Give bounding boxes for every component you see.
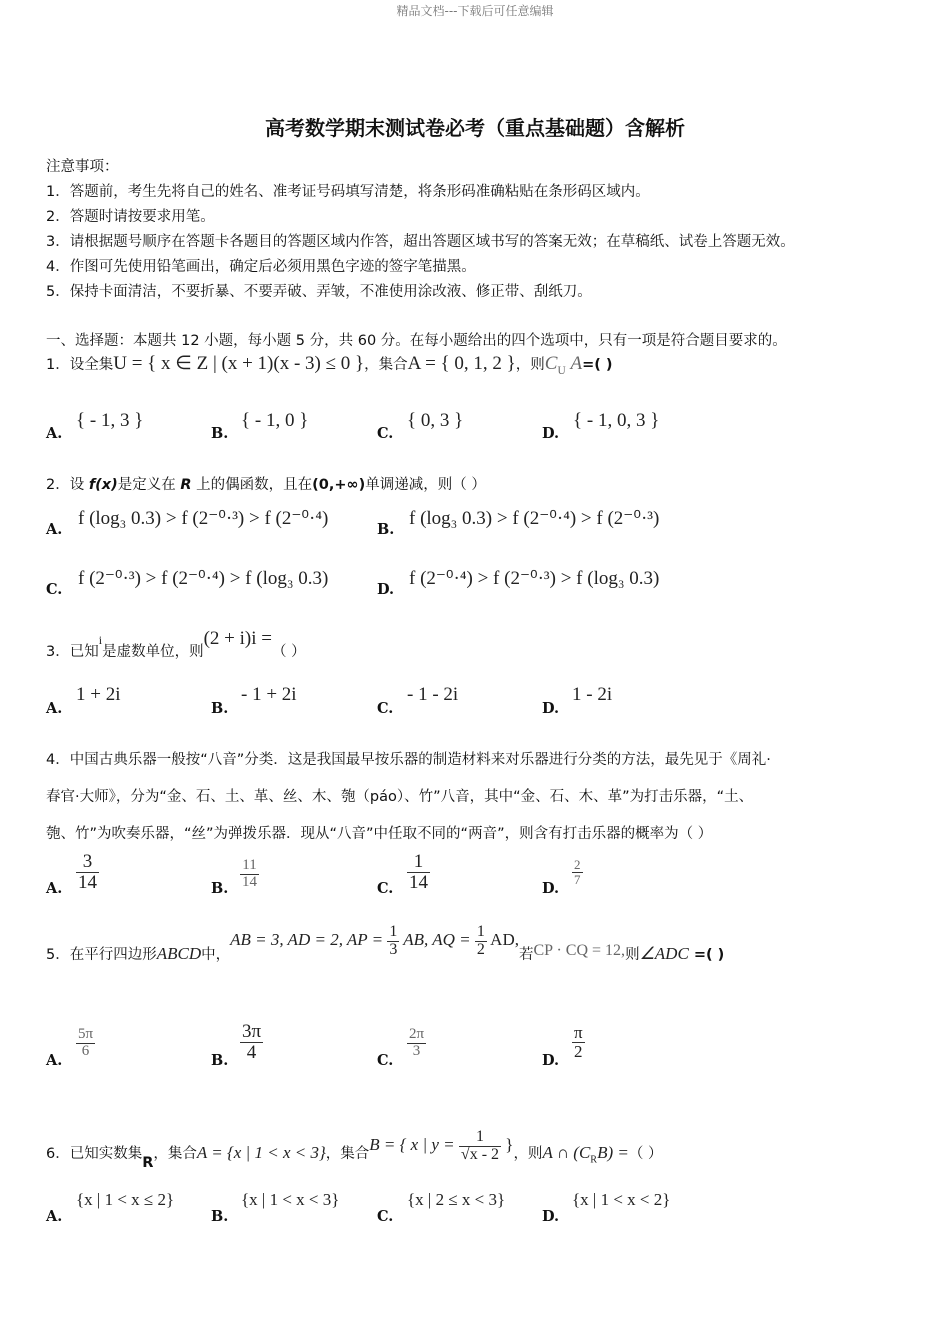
q3-end: （ ） <box>271 644 306 660</box>
q3-option-b: - 1 + 2i <box>241 684 297 705</box>
q5-a-num: 5π <box>78 1026 94 1042</box>
q5-angle: ∠ADC <box>639 944 689 964</box>
question-6 <box>46 1128 663 1172</box>
q6-b1: B = { x | y = <box>369 1135 459 1155</box>
q5-if: 若 <box>519 947 534 964</box>
q5-cond: CP · CQ = 12, <box>533 942 626 960</box>
q5-d-den: 2 <box>572 1042 585 1061</box>
question-2 <box>46 473 486 494</box>
q5-f2-num: 1 <box>476 923 485 940</box>
question-5 <box>46 923 725 973</box>
q4-option-d <box>572 858 583 886</box>
q6-expr-sub: R <box>590 1154 598 1166</box>
q2-interval: (0,+∞) <box>312 477 366 493</box>
question-4-line: 4．中国古典乐器一般按“八音”分类．这是我国最早按乐器的制造材料来对乐器进行分类的方法，最先见于《周礼· <box>46 752 771 768</box>
notice-item: 1．答题前，考生先将自己的姓名、准考证号码填写清楚，将条形码准确粘贴在条形码区域内。 <box>46 184 650 200</box>
q4-option-d-label: D. <box>542 880 560 897</box>
q5-shape: ABCD <box>156 944 202 964</box>
q1-option-b: { - 1, 0 } <box>241 410 309 431</box>
section-heading: 一、选择题：本题共 12 小题，每小题 5 分，共 60 分。在每小题给出的四个选项中，只有一项是符合题目要求的。 <box>46 333 787 349</box>
q5-given3: AD, <box>486 930 519 950</box>
q1-option-a: { - 1, 3 } <box>76 410 144 431</box>
question-3 <box>46 628 306 662</box>
q3-prefix: 3．已知 <box>46 644 99 660</box>
q2-text-b: 是定义在 <box>117 477 181 493</box>
notice-item: 2．答题时请按要求用笔。 <box>46 209 215 225</box>
q1-option-a-label: A. <box>46 425 63 442</box>
q6-option-a: {x | 1 < x ≤ 2} <box>76 1190 175 1209</box>
q2-option-b: f (log₃ 0.3) > f (2⁻⁰·⁴) > f (2⁻⁰·³) <box>409 508 660 529</box>
q2-text-d: 单调递减，则（ ） <box>365 477 486 493</box>
q3-option-c-label: C. <box>377 700 394 717</box>
q5-option-c-label: C. <box>377 1052 394 1069</box>
q4-d-num: 2 <box>574 857 581 872</box>
q2-option-a-label: A. <box>46 521 63 538</box>
q5-f1-num: 1 <box>389 923 398 940</box>
q5-option-d <box>572 1024 585 1061</box>
q4-option-a-label: A. <box>46 880 63 897</box>
q2-r: R <box>180 477 192 493</box>
q6-mid2: ，集合 <box>325 1146 370 1163</box>
q1-option-c-label: C. <box>377 425 394 442</box>
q2-fx: f(x) <box>88 477 118 493</box>
q5-option-d-label: D. <box>542 1052 560 1069</box>
q1-option-c: { 0, 3 } <box>407 410 464 431</box>
notice-item: 4．作图可先使用铅笔画出，确定后必须用黑色字迹的签字笔描黑。 <box>46 259 476 275</box>
q4-c-num: 1 <box>413 851 424 872</box>
q4-option-b-label: B. <box>211 880 229 897</box>
q6-b-num: 1 <box>475 1128 484 1145</box>
q1-set-u: U = { x ∈ Z | (x + 1)(x - 3) ≤ 0 } <box>113 353 365 374</box>
q4-option-c-label: C. <box>377 880 394 897</box>
q2-text-c: 上的偶函数，且在 <box>191 477 313 493</box>
q3-i: i <box>98 633 103 647</box>
q5-f2-den: 2 <box>476 940 485 958</box>
q1-prefix: 1．设全集 <box>46 357 114 373</box>
q1-option-d: { - 1, 0, 3 } <box>573 410 660 431</box>
q6-a: A = {x | 1 < x < 3} <box>196 1143 326 1163</box>
q2-option-d-label: D. <box>377 581 395 598</box>
q5-option-b-label: B. <box>211 1052 229 1069</box>
q6-then: ，则 <box>513 1146 543 1163</box>
q6-expr: A ∩ (C <box>542 1143 591 1163</box>
q6-option-a-label: A. <box>46 1208 63 1225</box>
q4-option-a <box>76 852 99 893</box>
q1-c-var: A <box>570 353 583 374</box>
q2-option-c-label: C. <box>46 581 63 598</box>
q2-option-b-label: B. <box>377 521 395 538</box>
q6-option-d-label: D. <box>542 1208 560 1225</box>
q6-prefix: 6．已知实数集 <box>46 1146 143 1163</box>
q4-b-num: 11 <box>242 857 257 873</box>
q5-f1-den: 3 <box>389 940 398 958</box>
q5-given2: AB, AQ = <box>399 930 475 950</box>
q3-option-a-label: A. <box>46 700 63 717</box>
q4-option-c <box>407 852 430 893</box>
q2-option-d: f (2⁻⁰·⁴) > f (2⁻⁰·³) > f (log₃ 0.3) <box>409 568 660 589</box>
notice-item: 3．请根据题号顺序在答题卡各题目的答题区域内作答，超出答题区域书写的答案无效；在草稿纸、试卷上答题无效。 <box>46 234 795 250</box>
notice-heading: 注意事项： <box>46 159 119 175</box>
q4-d-den: 7 <box>574 871 581 887</box>
q5-option-a <box>76 1027 95 1060</box>
q6-option-b: {x | 1 < x < 3} <box>241 1190 340 1209</box>
q5-option-b <box>240 1022 263 1063</box>
q1-set-a: A = { 0, 1, 2 } <box>407 353 516 374</box>
q1-then: ，则 <box>515 357 545 373</box>
q5-c-num: 2π <box>409 1026 425 1042</box>
q1-complement <box>544 353 583 377</box>
q2-text-a: 2．设 <box>46 477 89 493</box>
q5-option-a-label: A. <box>46 1052 63 1069</box>
q5-b-num: 3π <box>242 1021 262 1042</box>
notice-item: 5．保持卡面清洁，不要折暴、不要弄破、弄皱，不准使用涂改液、修正带、刮纸刀。 <box>46 284 592 300</box>
question-4-line: 春官·大师》，分为“金、石、土、革、丝、木、匏（páo）、竹”八音，其中“金、石、木、革”为打击乐器，“土、 <box>46 789 754 805</box>
q5-b-den: 4 <box>240 1042 263 1063</box>
q1-option-b-label: B. <box>211 425 229 442</box>
q5-d-num: π <box>574 1023 583 1042</box>
q3-option-d: 1 - 2i <box>572 684 613 705</box>
q4-c-den: 14 <box>409 871 428 893</box>
q1-c: C <box>544 353 558 374</box>
q2-option-c: f (2⁻⁰·³) > f (2⁻⁰·⁴) > f (log₃ 0.3) <box>78 568 329 589</box>
q6-option-c: {x | 2 ≤ x < 3} <box>407 1190 506 1209</box>
q1-c-sub: U <box>557 364 566 377</box>
question-4-line: 匏、竹”为吹奏乐器，“丝”为弹拨乐器．现从“八音”中任取不同的“两音”，则含有打击乐器的概率为（ ） <box>46 826 713 842</box>
q6-mid: ，集合 <box>153 1146 197 1163</box>
q6-b2: } <box>501 1135 514 1155</box>
q3-expr: (2 + i)i = <box>203 628 272 649</box>
q2-option-a: f (log₃ 0.3) > f (2⁻⁰·³) > f (2⁻⁰·⁴) <box>78 508 329 529</box>
q6-option-b-label: B. <box>211 1208 229 1225</box>
q6-end: （ ） <box>628 1146 663 1163</box>
q3-option-c: - 1 - 2i <box>407 684 459 705</box>
q1-end: =( ) <box>582 357 613 373</box>
q6-option-c-label: C. <box>377 1208 394 1225</box>
q5-prefix: 5．在平行四边形 <box>46 947 157 964</box>
page-title: 高考数学期末测试卷必考（重点基础题）含解析 <box>265 116 685 140</box>
q3-option-d-label: D. <box>542 700 560 717</box>
q5-c-den: 3 <box>407 1043 426 1060</box>
q5-a-den: 6 <box>76 1043 95 1060</box>
q3-option-b-label: B. <box>211 700 229 717</box>
q6-option-d: {x | 1 < x < 2} <box>572 1190 671 1209</box>
q5-given: AB = 3, AD = 2, AP = <box>230 930 388 950</box>
q5-option-c <box>407 1027 426 1060</box>
watermark: 精品文档---下载后可任意编辑 <box>396 4 554 18</box>
q4-a-num: 3 <box>82 851 93 872</box>
q6-expr2: B) = <box>597 1143 629 1163</box>
question-1 <box>46 352 613 377</box>
q5-mid: 中， <box>201 947 231 964</box>
q6-b-den: √x - 2 <box>460 1145 500 1163</box>
q5-then: 则 <box>625 947 640 964</box>
q5-end: =( ) <box>688 947 725 964</box>
q1-mid: ，集合 <box>364 357 408 373</box>
q4-option-b <box>240 858 259 891</box>
q4-b-den: 14 <box>242 873 257 890</box>
q1-option-d-label: D. <box>542 425 560 442</box>
q3-option-a: 1 + 2i <box>76 684 121 705</box>
q6-r: R <box>142 1155 154 1172</box>
q3-mid: 是虚数单位，则 <box>102 644 204 660</box>
q4-a-den: 14 <box>78 871 97 893</box>
